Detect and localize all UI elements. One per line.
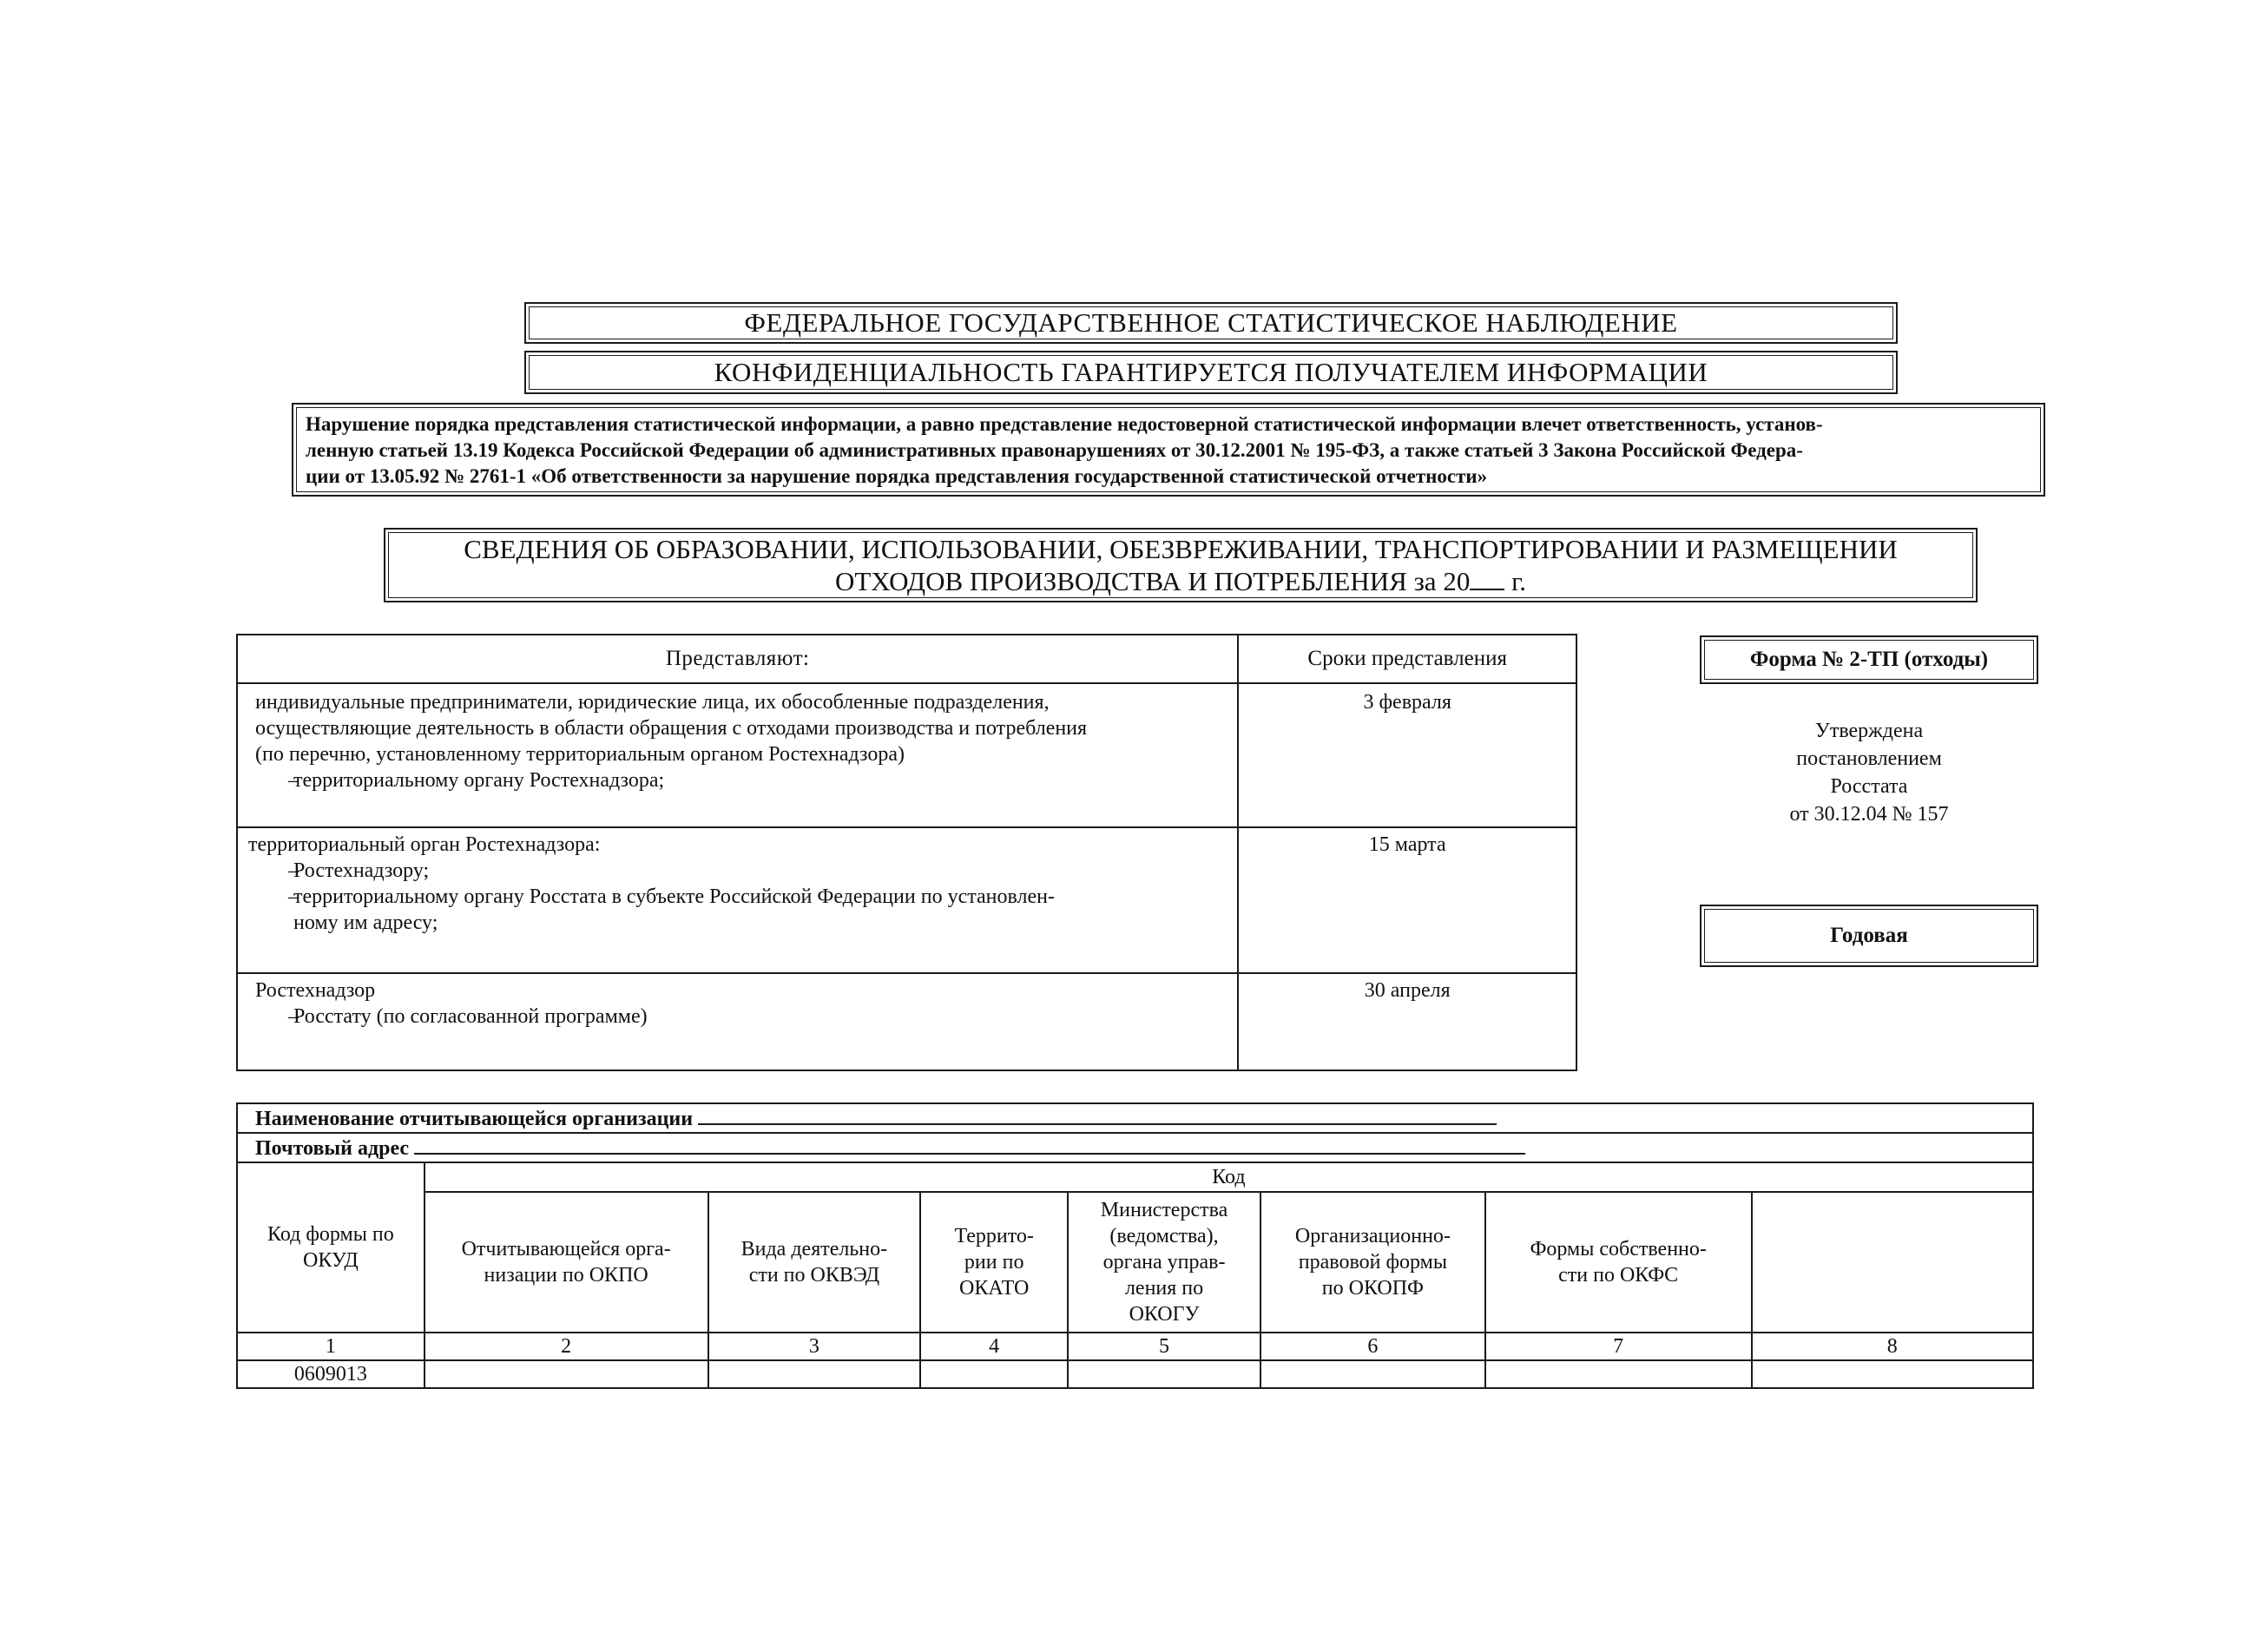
codes-value-row [237, 1360, 2033, 1388]
submitters-row: территориальный орган Ростехнадзора: – Ростехнадзору; – территориальному органу Росстата в субъекте Российской Федерации по установлен- ному им адресу; 15 марта [237, 827, 1576, 973]
deadlines-header: Сроки представления [1238, 635, 1576, 683]
okved-value-cell[interactable] [708, 1360, 921, 1388]
extra-value-cell[interactable] [1752, 1360, 2034, 1388]
okved-header: Вида деятельно- сти по ОКВЭД [708, 1192, 921, 1333]
org-name-row: Наименование отчитывающейся организации [237, 1103, 2033, 1133]
okfs-header: Формы собственно- сти по ОКФС [1485, 1192, 1752, 1333]
okogu-value-cell[interactable] [1068, 1360, 1260, 1388]
submitters-header: Представляют: [237, 635, 1238, 683]
title-line-2: ОТХОДОВ ПРОИЗВОДСТВА И ПОТРЕБЛЕНИЯ за 20 г. [834, 566, 1527, 596]
submitters-row: индивидуальные предприниматели, юридические лица, их обособленные подразделения, осуществляющие деятельность в области обращения с отходами производства и потребления (по перечню, установленному территориальным органом Ростехнадзора) – территориальному органу Ростехнадзора; 3 февраля [237, 683, 1576, 827]
postal-address-field[interactable] [414, 1134, 1525, 1155]
header-federal-observation [524, 302, 1898, 344]
year-blank[interactable] [1470, 569, 1504, 590]
submitters-row: Ростехнадзор – Росстату (по согласованной программе) 30 апреля [237, 973, 1576, 1070]
org-name-field[interactable] [698, 1104, 1497, 1125]
okud-value: 0609013 [237, 1360, 425, 1388]
period-box [1700, 905, 2038, 967]
header-line-2: КОНФИДЕНЦИАЛЬНОСТЬ ГАРАНТИРУЕТСЯ ПОЛУЧАТЕЛЕМ ИНФОРМАЦИИ [714, 357, 1708, 387]
okato-header: Террито- рии по ОКАТО [920, 1192, 1068, 1333]
okogu-header: Министерства (ведомства), органа управ- ления по ОКОГУ [1068, 1192, 1260, 1333]
warning-line-2: ленную статьей 13.19 Кодекса Российской Федерации об административных правонарушениях от 30.12.2001 № 195-ФЗ, а также статьей 3 Закона Российской Федера- [306, 439, 1803, 461]
code-group-header: Код [425, 1162, 2033, 1192]
okopf-header: Организационно- правовой формы по ОКОПФ [1260, 1192, 1485, 1333]
okpo-value-cell[interactable] [425, 1360, 708, 1388]
postal-address-row: Почтовый адрес [237, 1133, 2033, 1162]
header-line-1: ФЕДЕРАЛЬНОЕ ГОСУДАРСТВЕННОЕ СТАТИСТИЧЕСКОЕ НАБЛЮДЕНИЕ [744, 307, 1678, 338]
okopf-value-cell[interactable] [1260, 1360, 1485, 1388]
form-number-box [1700, 635, 2038, 684]
legal-warning [292, 403, 2045, 497]
form-title [384, 528, 1978, 602]
codes-table [236, 1102, 2034, 1389]
okato-value-cell[interactable] [920, 1360, 1068, 1388]
warning-line-3: ции от 13.05.92 № 2761-1 «Об ответственности за нарушение порядка представления государственной статистической отчетности» [306, 465, 1488, 487]
deadline-cell: 30 апреля [1238, 973, 1576, 1070]
deadline-cell: 15 марта [1238, 827, 1576, 973]
empty-header [1752, 1192, 2034, 1333]
okfs-value-cell[interactable] [1485, 1360, 1752, 1388]
okpo-header: Отчитывающейся орга- низации по ОКПО [425, 1192, 708, 1333]
submitters-table [236, 634, 1577, 1071]
approval-text: Утверждена постановлением Росстата от 30.12.04 № 157 [1789, 720, 1949, 826]
header-confidentiality [524, 351, 1898, 394]
period: Годовая [1830, 924, 1908, 947]
warning-line-1: Нарушение порядка представления статистической информации, а равно представление недостоверной статистической информации влечет ответственность, установ- [306, 413, 1823, 435]
form-number: Форма № 2-ТП (отходы) [1749, 648, 1989, 671]
okud-header: Код формы по ОКУД [237, 1162, 425, 1333]
column-numbers-row: 1 2 3 4 5 6 7 8 [237, 1333, 2033, 1360]
title-line-1: СВЕДЕНИЯ ОБ ОБРАЗОВАНИИ, ИСПОЛЬЗОВАНИИ, ОБЕЗВРЕЖИВАНИИ, ТРАНСПОРТИРОВАНИИ И РАЗМЕЩЕНИИ [464, 534, 1898, 564]
deadline-cell: 3 февраля [1238, 683, 1576, 827]
